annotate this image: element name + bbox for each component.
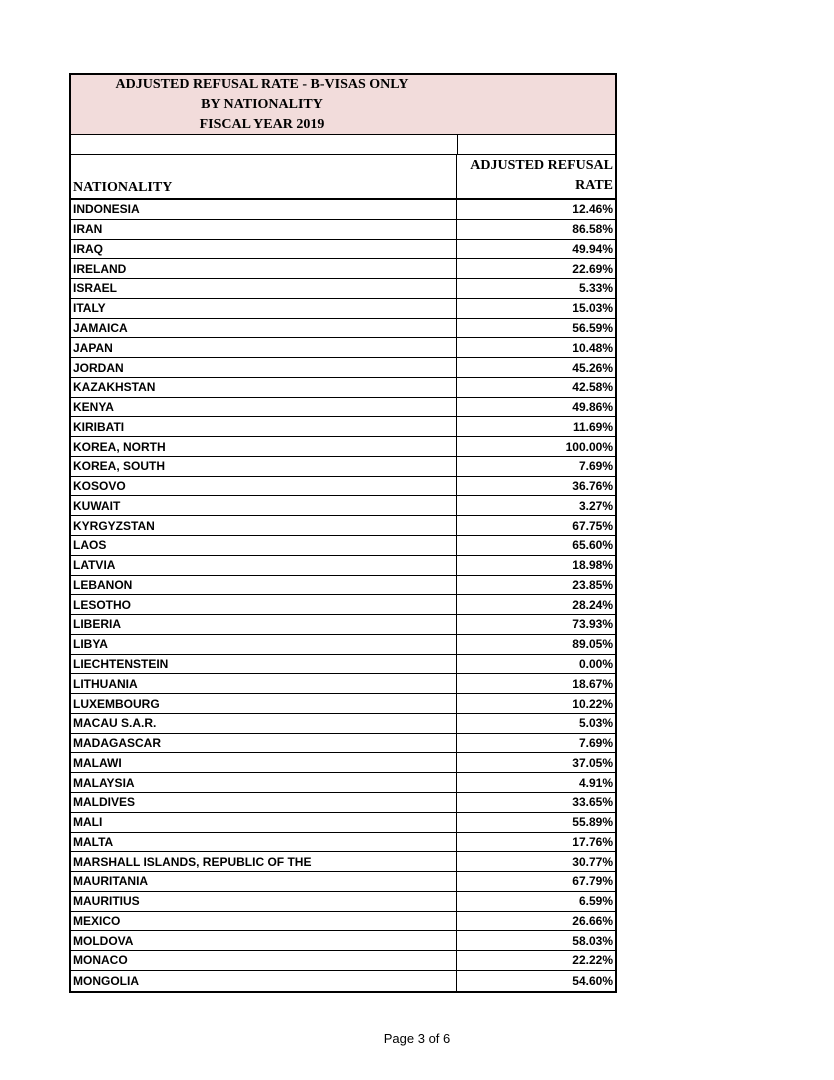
nationality-cell: JAPAN: [71, 338, 457, 357]
column-divider: [457, 135, 458, 154]
rate-header-line-2: RATE: [575, 178, 613, 193]
nationality-cell: INDONESIA: [71, 200, 457, 219]
nationality-cell: LIBERIA: [71, 615, 457, 634]
table-row: [71, 437, 615, 457]
refusal-rate-table: [69, 73, 617, 993]
nationality-cell: LATVIA: [71, 556, 457, 575]
nationality-cell: MARSHALL ISLANDS, REPUBLIC OF THE: [71, 852, 457, 871]
table-row: [71, 912, 615, 932]
nationality-cell: MACAU S.A.R.: [71, 714, 457, 733]
table-row: [71, 833, 615, 853]
table-row: [71, 615, 615, 635]
table-row: [71, 674, 615, 694]
refusal-rate-cell: 37.05%: [572, 755, 613, 770]
table-row: [71, 358, 615, 378]
refusal-rate-cell: 49.94%: [572, 241, 613, 256]
nationality-cell: MALDIVES: [71, 793, 457, 812]
column-header-row: [69, 154, 617, 200]
nationality-cell: KENYA: [71, 398, 457, 417]
title-line-3: FISCAL YEAR 2019: [199, 117, 325, 132]
table-row: [71, 931, 615, 951]
nationality-header-label: NATIONALITY: [73, 180, 173, 195]
table-row: [71, 734, 615, 754]
nationality-cell: MOLDOVA: [71, 931, 457, 950]
nationality-cell: KAZAKHSTAN: [71, 378, 457, 397]
refusal-rate-cell: 18.98%: [572, 558, 613, 573]
refusal-rate-cell: 6.59%: [578, 894, 613, 909]
refusal-rate-cell: 23.85%: [572, 577, 613, 592]
table-row: [71, 714, 615, 734]
table-body: [69, 200, 617, 993]
refusal-rate-cell: 36.76%: [572, 479, 613, 494]
refusal-rate-cell: 45.26%: [572, 360, 613, 375]
nationality-cell: KOREA, NORTH: [71, 437, 457, 456]
table-row: [71, 971, 615, 991]
nationality-cell: MALAYSIA: [71, 773, 457, 792]
refusal-rate-cell: 0.00%: [578, 656, 613, 671]
table-row: [71, 200, 615, 220]
refusal-rate-cell: 5.33%: [578, 281, 613, 296]
blank-row: [69, 135, 617, 154]
table-row: [71, 477, 615, 497]
refusal-rate-cell: 28.24%: [572, 597, 613, 612]
nationality-cell: MALTA: [71, 833, 457, 852]
table-row: [71, 773, 615, 793]
refusal-rate-cell: 4.91%: [578, 775, 613, 790]
refusal-rate-cell: 73.93%: [572, 617, 613, 632]
table-row: [71, 753, 615, 773]
nationality-cell: MEXICO: [71, 912, 457, 931]
refusal-rate-cell: 5.03%: [578, 716, 613, 731]
nationality-cell: MAURITIUS: [71, 892, 457, 911]
refusal-rate-cell: 89.05%: [572, 637, 613, 652]
table-row: [71, 220, 615, 240]
table-row: [71, 457, 615, 477]
nationality-cell: IRAQ: [71, 240, 457, 259]
refusal-rate-cell: 26.66%: [572, 913, 613, 928]
refusal-rate-cell: 11.69%: [572, 419, 613, 434]
refusal-rate-cell: 65.60%: [572, 538, 613, 553]
nationality-header: [71, 155, 457, 198]
table-row: [71, 852, 615, 872]
nationality-cell: ITALY: [71, 299, 457, 318]
table-row: [71, 299, 615, 319]
refusal-rate-cell: 18.67%: [572, 676, 613, 691]
table-row: [71, 951, 615, 971]
refusal-rate-cell: 86.58%: [572, 222, 613, 237]
nationality-cell: MONGOLIA: [71, 971, 457, 991]
table-row: [71, 655, 615, 675]
refusal-rate-cell: 56.59%: [572, 320, 613, 335]
table-row: [71, 338, 615, 358]
table-row: [71, 417, 615, 437]
table-row: [71, 892, 615, 912]
nationality-cell: JAMAICA: [71, 319, 457, 338]
refusal-rate-cell: 55.89%: [572, 815, 613, 830]
nationality-cell: LIECHTENSTEIN: [71, 655, 457, 674]
table-row: [71, 378, 615, 398]
table-row: [71, 813, 615, 833]
nationality-cell: KOREA, SOUTH: [71, 457, 457, 476]
refusal-rate-cell: 100.00%: [565, 439, 613, 454]
nationality-cell: ISRAEL: [71, 279, 457, 298]
nationality-cell: IRELAND: [71, 259, 457, 278]
refusal-rate-cell: 54.60%: [572, 973, 613, 988]
refusal-rate-cell: 49.86%: [572, 400, 613, 415]
title-line-2: BY NATIONALITY: [201, 97, 323, 112]
refusal-rate-cell: 67.79%: [572, 874, 613, 889]
nationality-cell: KUWAIT: [71, 496, 457, 515]
table-row: [71, 398, 615, 418]
nationality-cell: LEBANON: [71, 576, 457, 595]
table-row: [71, 279, 615, 299]
refusal-rate-cell: 7.69%: [578, 459, 613, 474]
refusal-rate-cell: 10.22%: [572, 696, 613, 711]
table-row: [71, 556, 615, 576]
nationality-cell: MALAWI: [71, 753, 457, 772]
nationality-cell: MONACO: [71, 951, 457, 970]
nationality-cell: LITHUANIA: [71, 674, 457, 693]
nationality-cell: KOSOVO: [71, 477, 457, 496]
page-number: Page 3 of 6: [383, 1031, 451, 1046]
refusal-rate-cell: 15.03%: [572, 301, 613, 316]
refusal-rate-cell: 22.69%: [572, 261, 613, 276]
table-row: [71, 635, 615, 655]
nationality-cell: LIBYA: [71, 635, 457, 654]
table-row: [71, 319, 615, 339]
table-row: [71, 694, 615, 714]
nationality-cell: MAURITANIA: [71, 872, 457, 891]
title-line-1: ADJUSTED REFUSAL RATE - B-VISAS ONLY: [115, 77, 409, 92]
refusal-rate-cell: 12.46%: [572, 202, 613, 217]
table-row: [71, 793, 615, 813]
nationality-cell: JORDAN: [71, 358, 457, 377]
refusal-rate-cell: 22.22%: [572, 953, 613, 968]
table-row: [71, 576, 615, 596]
table-row: [71, 516, 615, 536]
refusal-rate-cell: 58.03%: [572, 933, 613, 948]
refusal-rate-cell: 33.65%: [572, 795, 613, 810]
refusal-rate-cell: 30.77%: [572, 854, 613, 869]
refusal-rate-cell: 3.27%: [578, 498, 613, 513]
table-row: [71, 496, 615, 516]
nationality-cell: MALI: [71, 813, 457, 832]
table-row: [71, 872, 615, 892]
table-row: [71, 536, 615, 556]
title-block: [69, 73, 617, 135]
refusal-rate-cell: 67.75%: [572, 518, 613, 533]
nationality-cell: KYRGYZSTAN: [71, 516, 457, 535]
nationality-cell: IRAN: [71, 220, 457, 239]
table-row: [71, 595, 615, 615]
nationality-cell: LESOTHO: [71, 595, 457, 614]
refusal-rate-cell: 17.76%: [572, 834, 613, 849]
rate-header-line-1: ADJUSTED REFUSAL: [470, 158, 613, 173]
nationality-cell: LUXEMBOURG: [71, 694, 457, 713]
nationality-cell: KIRIBATI: [71, 417, 457, 436]
refusal-rate-cell: 42.58%: [572, 380, 613, 395]
table-row: [71, 259, 615, 279]
nationality-cell: MADAGASCAR: [71, 734, 457, 753]
table-row: [71, 240, 615, 260]
rate-header: [457, 155, 615, 198]
refusal-rate-cell: 10.48%: [572, 340, 613, 355]
nationality-cell: LAOS: [71, 536, 457, 555]
refusal-rate-cell: 7.69%: [578, 736, 613, 751]
